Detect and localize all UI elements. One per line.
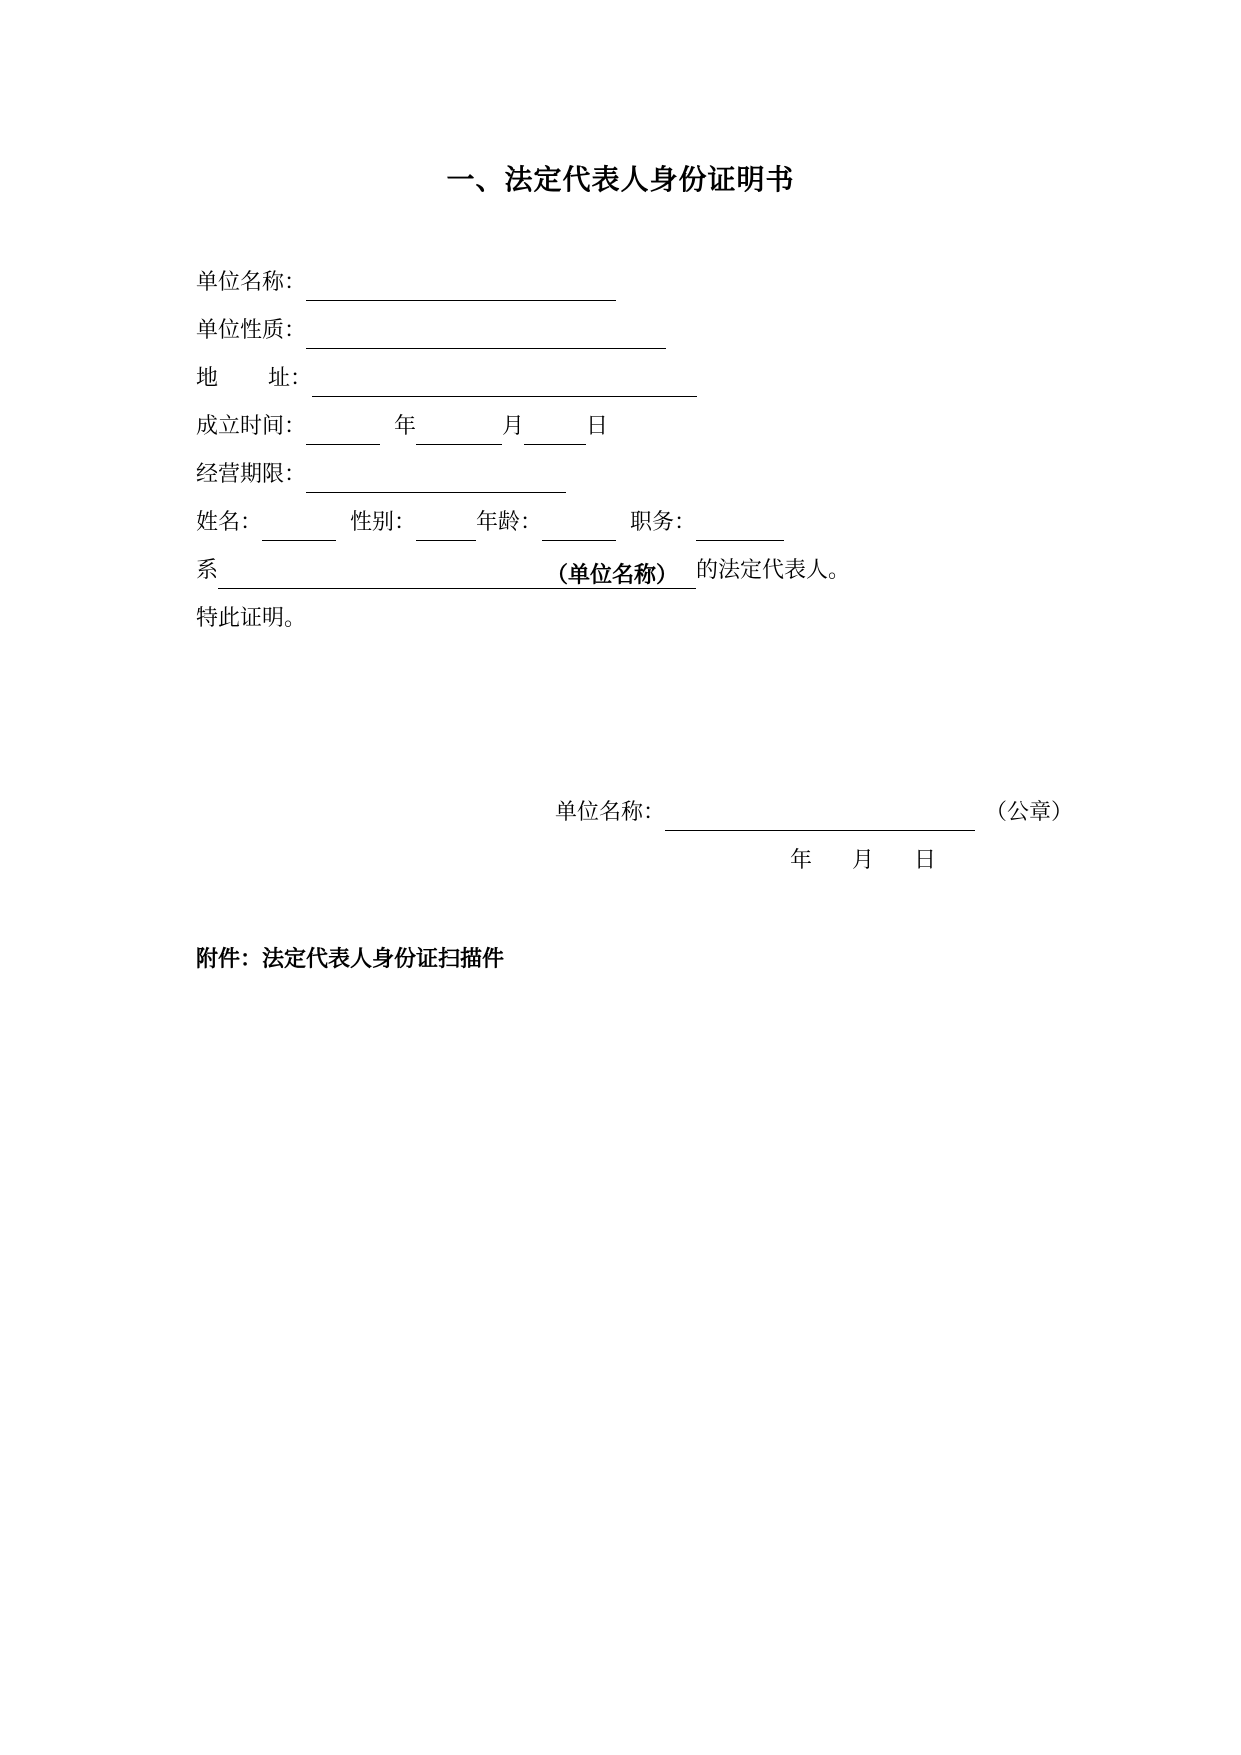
term-label: 经营期限： [196,462,307,487]
established-day-blank[interactable] [524,414,586,445]
name-label: 姓名： [196,510,263,535]
signature-year: 年 [790,848,813,873]
signature-month: 月 [852,848,875,873]
gender-label: 性别： [350,510,417,535]
unit-name-row [196,265,616,301]
statement-suffix: 的法定代表人。 [696,558,851,583]
established-year-blank[interactable] [306,414,380,445]
established-row [196,409,608,445]
closing-text: 特此证明。 [196,606,307,631]
document-title: 一、法定代表人身份证明书 [446,163,795,196]
unit-name-blank[interactable] [306,270,616,301]
address-label-start: 地 [196,366,219,391]
seal-label: （公章） [985,800,1074,825]
position-label: 职务： [630,510,697,535]
statement-prefix: 系 [196,558,219,583]
unit-nature-blank[interactable] [306,318,666,349]
person-row [196,505,784,541]
statement-unit-placeholder: （单位名称） [546,563,679,588]
month-label: 月 [502,414,525,439]
address-blank[interactable] [312,366,697,397]
age-label: 年龄： [476,510,543,535]
unit-nature-label: 单位性质： [196,318,307,343]
closing-row [196,601,306,637]
gender-blank[interactable] [416,510,476,541]
signature-day: 日 [914,848,937,873]
position-blank[interactable] [696,510,784,541]
statement-unit-blank[interactable] [218,558,696,589]
address-row [196,361,697,397]
year-label: 年 [394,414,417,439]
statement-row [196,553,850,589]
established-label: 成立时间： [196,414,307,439]
established-month-blank[interactable] [416,414,502,445]
term-row [196,457,566,493]
address-label-end: 址： [268,366,313,391]
unit-nature-row [196,313,666,349]
signature-unit-name-label: 单位名称： [555,800,666,825]
attachment-note: 附件：法定代表人身份证扫描件 [196,947,505,972]
signature-unit-name-blank[interactable] [665,800,975,831]
signature-row [555,795,1073,831]
signature-date-row [790,843,936,879]
age-blank[interactable] [542,510,616,541]
day-label: 日 [586,414,609,439]
term-blank[interactable] [306,462,566,493]
name-blank[interactable] [262,510,336,541]
unit-name-label: 单位名称： [196,270,307,295]
